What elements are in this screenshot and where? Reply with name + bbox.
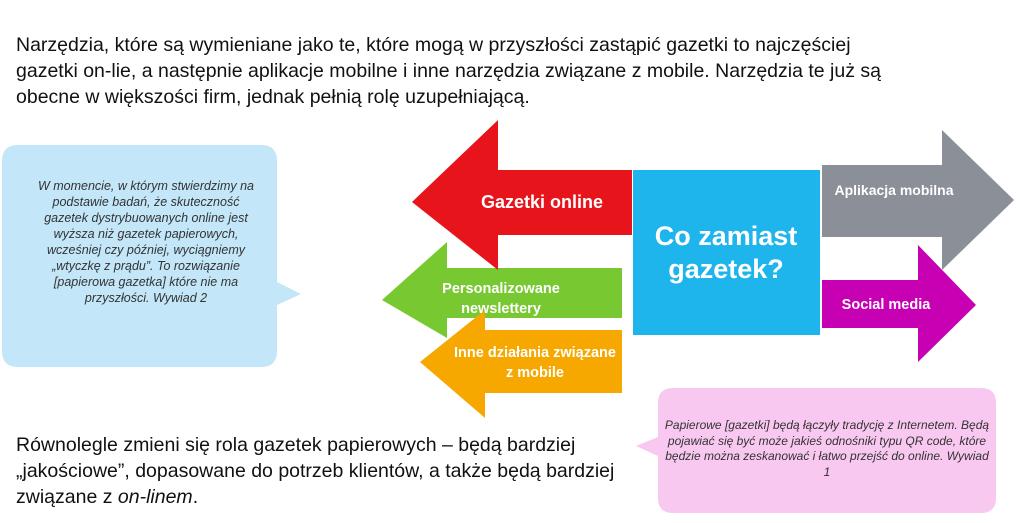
label-gazetki-online: Gazetki online <box>480 192 604 212</box>
label-mobile: Inne działania związane z mobile <box>454 345 616 381</box>
label-aplikacja: Aplikacja mobilna <box>834 182 954 198</box>
center-label: Co zamiast gazetek? <box>654 221 798 284</box>
outro-italic-text: on-linem <box>117 486 193 508</box>
label-newslettery: Personalizowane newslettery <box>442 281 560 317</box>
intro-paragraph: Narzędzia, które są wymieniane jako te, które mogą w przyszłości zastąpić gazetki to najczęściej gazetki on-lie, a następnie aplikacje mobilne i inne narzędzia związane z mobile. Narzędzia te już są obecne w większości firm, jednak pełnią rolę uzupełniającą. <box>16 34 881 108</box>
outro-paragraph <box>16 432 656 510</box>
quote-right-text: Papierowe [gazetki] będą łączyły tradycję z Internetem. Będą pojawiać się być może jakieś odnośniki typu QR code, które będzie można zeskanować i łatwo przejść do online. Wywiad 1 <box>664 418 990 479</box>
label-social: Social media <box>841 297 931 313</box>
quote-left-text: W momencie, w którym stwierdzimy na podstawie badań, że skuteczność gazetek dystrybuowanych online jest wyższa niż gazetek papierowych, wcześniej czy później, wyciągniemy „wtyczkę z prądu”. To rozwiązanie [papierowa gazetka] które nie ma przyszłości. Wywiad 2 <box>37 179 254 305</box>
outro-main-text: Równolegle zmieni się rola gazetek papierowych – będą bardziej „jakościowe”, dopasowane do potrzeb klientów, a także będą bardziej związane z <box>16 434 615 508</box>
outro-end-text: . <box>192 486 199 508</box>
